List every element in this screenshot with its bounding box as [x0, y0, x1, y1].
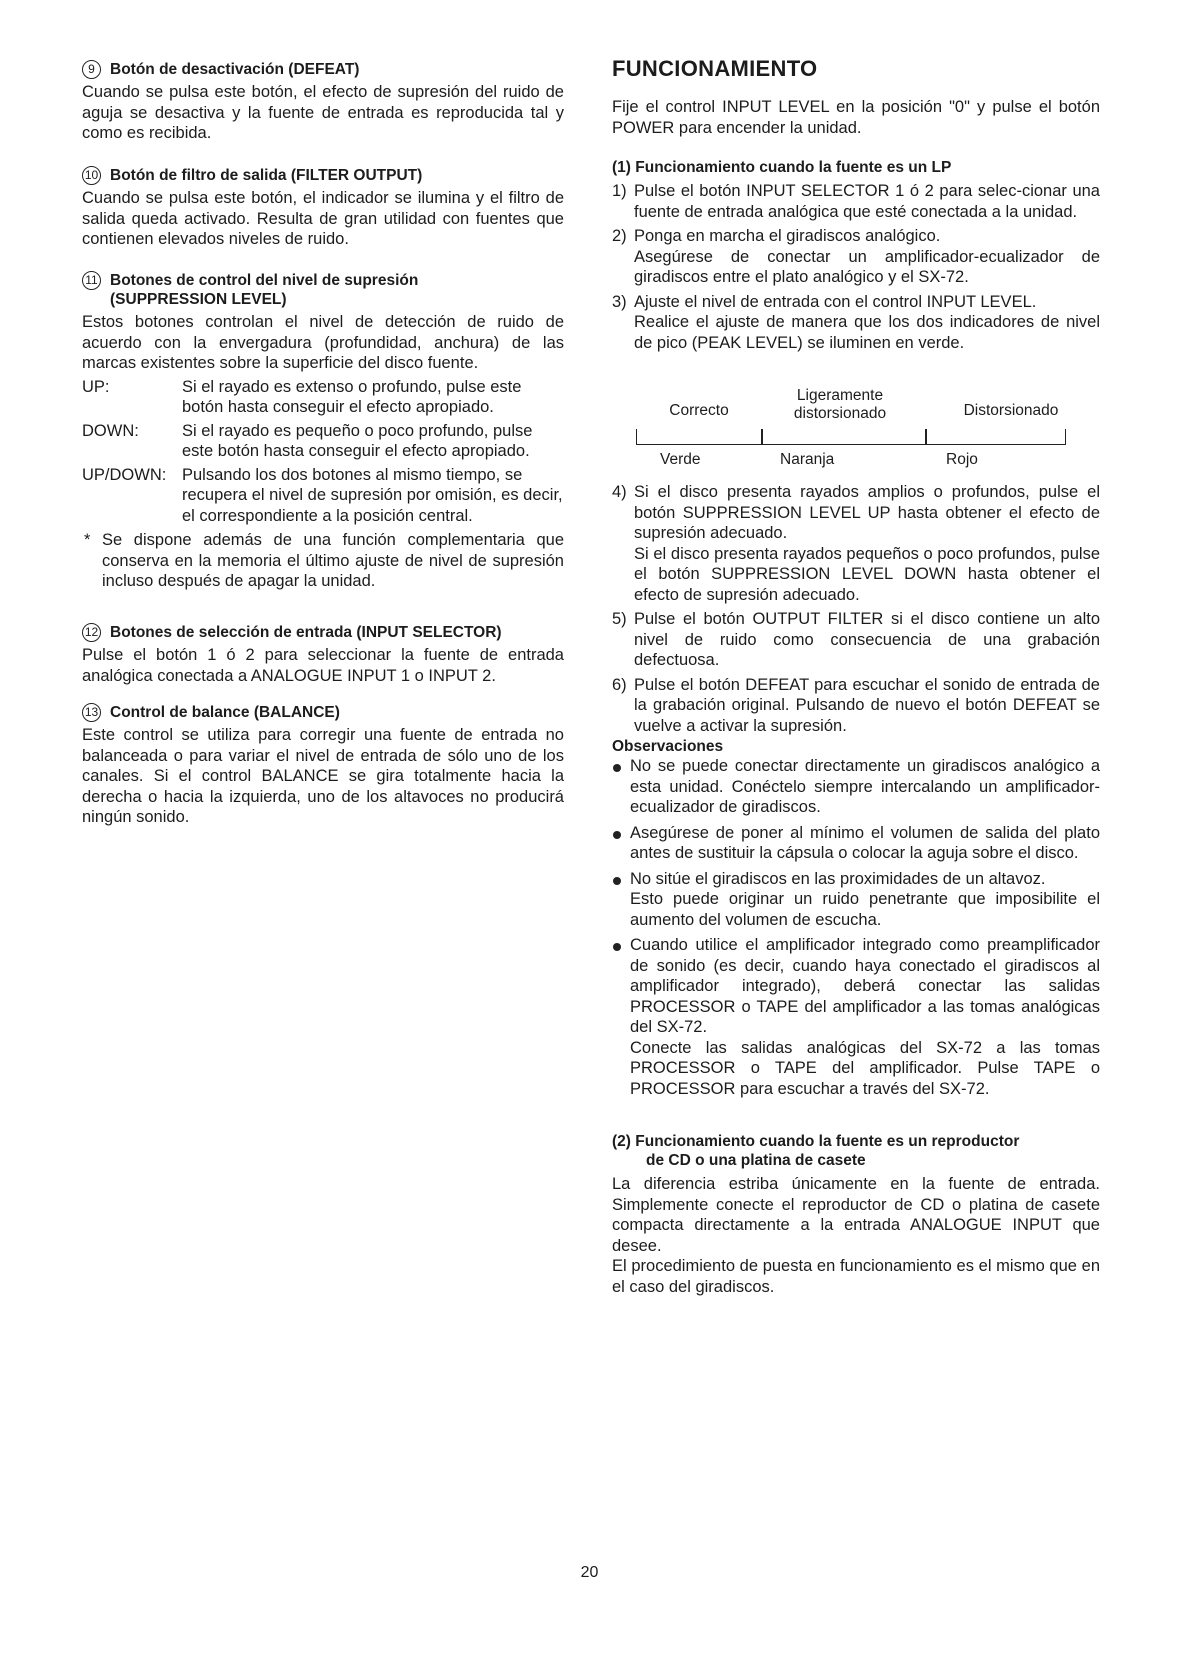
scale-color-orange: Naranja — [780, 451, 835, 468]
peak-level-scale — [630, 387, 1078, 472]
section-suppression-level — [82, 271, 564, 592]
list-item: No se puede conectar directamente un giradiscos analógico a esta unidad. Conéctelo siempre intercalando un amplificador-ecualizador de giradiscos. — [612, 756, 1100, 818]
def-term: DOWN: — [82, 421, 139, 440]
circled-number: 11 — [82, 271, 101, 290]
section-body: Este control se utiliza para corregir una fuente de entrada no balanceada o para variar el nivel de entrada de sólo uno de los canales. Si el control BALANCE se gira totalmente hacia la derecha o hacia la izquierda, uno de los altavoces no producirá ningún sonido. — [82, 726, 564, 826]
section-title: 11 Botones de control del nivel de supresión (SUPPRESSION LEVEL) — [82, 271, 564, 309]
suppression-definitions — [82, 377, 564, 527]
subsection-lp — [612, 158, 1100, 357]
subsection-cd — [612, 1132, 1100, 1297]
list-item: Asegúrese de poner al mínimo el volumen de salida del plato antes de sustituir la cápsula o colocar la aguja sobre el disco. — [612, 823, 1100, 864]
list-item: 2) Ponga en marcha el giradiscos analógico. Asegúrese de conectar un amplificador-ecualizador de giradiscos entre el plato analógico y el SX-72. — [612, 227, 1100, 286]
section-body: Cuando se pulsa este botón, el efecto de supresión del ruido de aguja se desactiva y la fuente de entrada es reproducida tal y como es recibida. — [82, 83, 564, 142]
observations — [612, 737, 1100, 1104]
def-text: Si el rayado es extenso o profundo, pulse este botón hasta conseguir el efecto apropiado. — [182, 377, 522, 416]
list-item: 5) Pulse el botón OUTPUT FILTER si el disco contiene un alto nivel de ruido como consecuencia de una grabación defectuosa. — [612, 610, 1100, 669]
list-item: 6) Pulse el botón DEFEAT para escuchar el sonido de entrada de la grabación original. Pulsando de nuevo el botón DEFEAT se vuelve a activar la supresión. — [612, 675, 1100, 735]
section-body: Cuando se pulsa este botón, el indicador se ilumina y el filtro de salida queda activado. Resulta de gran utilidad con fuentes que contienen elevados niveles de ruido. — [82, 189, 564, 248]
observations-title: Observaciones — [612, 738, 724, 755]
section-input-selector — [82, 623, 564, 686]
cd-paragraph: La diferencia estriba únicamente en la fuente de entrada. Simplemente conecte el reproductor de CD o platina de casete compacta directamente a la entrada ANALOGUE INPUT que desee. — [612, 1175, 1100, 1255]
list-item: Cuando utilice el amplificador integrado como preamplificador de sonido (es decir, cuando haya conectado el giradiscos al amplificador integrado), deberá conectar las salidas PROCESSOR o TAPE del amplificador a las tomas analógicas del SX-72. Conecte las salidas analógicas del SX-72 a las tomas PROCESSOR o TAPE del amplificador. Pulse TAPE o PROCESSOR para escuchar a través del SX-72. — [612, 935, 1100, 1099]
circled-number: 9 — [82, 60, 101, 79]
scale-tick — [761, 429, 763, 445]
circled-number: 13 — [82, 703, 101, 722]
bullet-icon — [613, 831, 621, 839]
section-title: 10 Botón de filtro de salida (FILTER OUTPUT) — [82, 166, 564, 185]
section-filter-output — [82, 166, 564, 250]
section-defeat — [82, 60, 564, 144]
bullet-icon — [613, 943, 621, 951]
list-item: 4) Si el disco presenta rayados amplios o profundos, pulse el botón SUPPRESSION LEVEL UP hasta obtener el efecto de supresión adecuado. Si el disco presenta rayados pequeños o poco profundos, pulse el botón SUPPRESSION LEVEL DOWN hasta obtener el efecto de supresión adecuado. — [612, 483, 1100, 604]
cd-paragraph: El procedimiento de puesta en funcionamiento es el mismo que en el caso del giradiscos. — [612, 1257, 1100, 1296]
footnote: * Se dispone además de una función complementaria que conserva en la memoria el último ajuste de nivel de supresión incluso después de apagar la unidad. — [84, 531, 564, 590]
section-body: Estos botones controlan el nivel de detección de ruido de acuerdo con la envergadura (profundidad, anchura) de las marcas existentes sobre la superficie del disco fuente. — [82, 313, 564, 372]
section-title: 13 Control de balance (BALANCE) — [82, 703, 564, 722]
scale-label-slight: Ligeramente distorsionado — [793, 387, 887, 422]
scale-color-green: Verde — [660, 451, 701, 468]
page-number: 20 — [580, 1564, 599, 1581]
circled-number: 12 — [82, 623, 101, 642]
section-balance — [82, 703, 564, 828]
scale-label-correct: Correcto — [669, 402, 729, 419]
steps-continued — [612, 482, 1100, 740]
def-term: UP/DOWN: — [82, 465, 167, 484]
circled-number: 10 — [82, 166, 101, 185]
page-title: FUNCIONAMIENTO — [612, 56, 818, 81]
subsection-title: (2) Funcionamiento cuando la fuente es un reproductor de CD o una platina de casete — [612, 1133, 1020, 1169]
intro-text: Fije el control INPUT LEVEL en la posición "0" y pulse el botón POWER para encender la unidad. — [612, 98, 1100, 137]
def-term: UP: — [82, 377, 110, 396]
scale-tick — [925, 429, 927, 445]
section-title: 12 Botones de selección de entrada (INPUT SELECTOR) — [82, 623, 564, 642]
list-item: 1) Pulse el botón INPUT SELECTOR 1 ó 2 para selec-cionar una fuente de entrada analógica que esté conectada a la unidad. — [612, 182, 1100, 221]
steps-list — [612, 181, 1100, 353]
scale-label-distorted: Distorsionado — [963, 402, 1059, 419]
def-text: Pulsando los dos botones al mismo tiempo, se recupera el nivel de supresión por omisión, es decir, el correspondiente a la posición central. — [182, 465, 563, 525]
list-item: No sitúe el giradiscos en las proximidades de un altavoz. Esto puede originar un ruido penetrante que imposibilite el aumento del volumen de escucha. — [612, 869, 1100, 931]
def-text: Si el rayado es pequeño o poco profundo, pulse este botón hasta conseguir el efecto apropiado. — [182, 421, 533, 460]
steps-list — [612, 482, 1100, 736]
scale-bar — [636, 429, 1066, 445]
section-body: Pulse el botón 1 ó 2 para seleccionar la fuente de entrada analógica conectada a ANALOGUE INPUT 1 o INPUT 2. — [82, 646, 564, 685]
section-title: 9 Botón de desactivación (DEFEAT) — [82, 60, 564, 79]
bullet-icon — [613, 764, 621, 772]
bullet-icon — [613, 877, 621, 885]
list-item: 3) Ajuste el nivel de entrada con el control INPUT LEVEL. Realice el ajuste de manera que los dos indicadores de nivel de pico (PEAK LEVEL) se iluminen en verde. — [612, 292, 1100, 352]
scale-color-red: Rojo — [946, 451, 978, 468]
subsection-title: (1) Funcionamiento cuando la fuente es un LP — [612, 159, 952, 176]
